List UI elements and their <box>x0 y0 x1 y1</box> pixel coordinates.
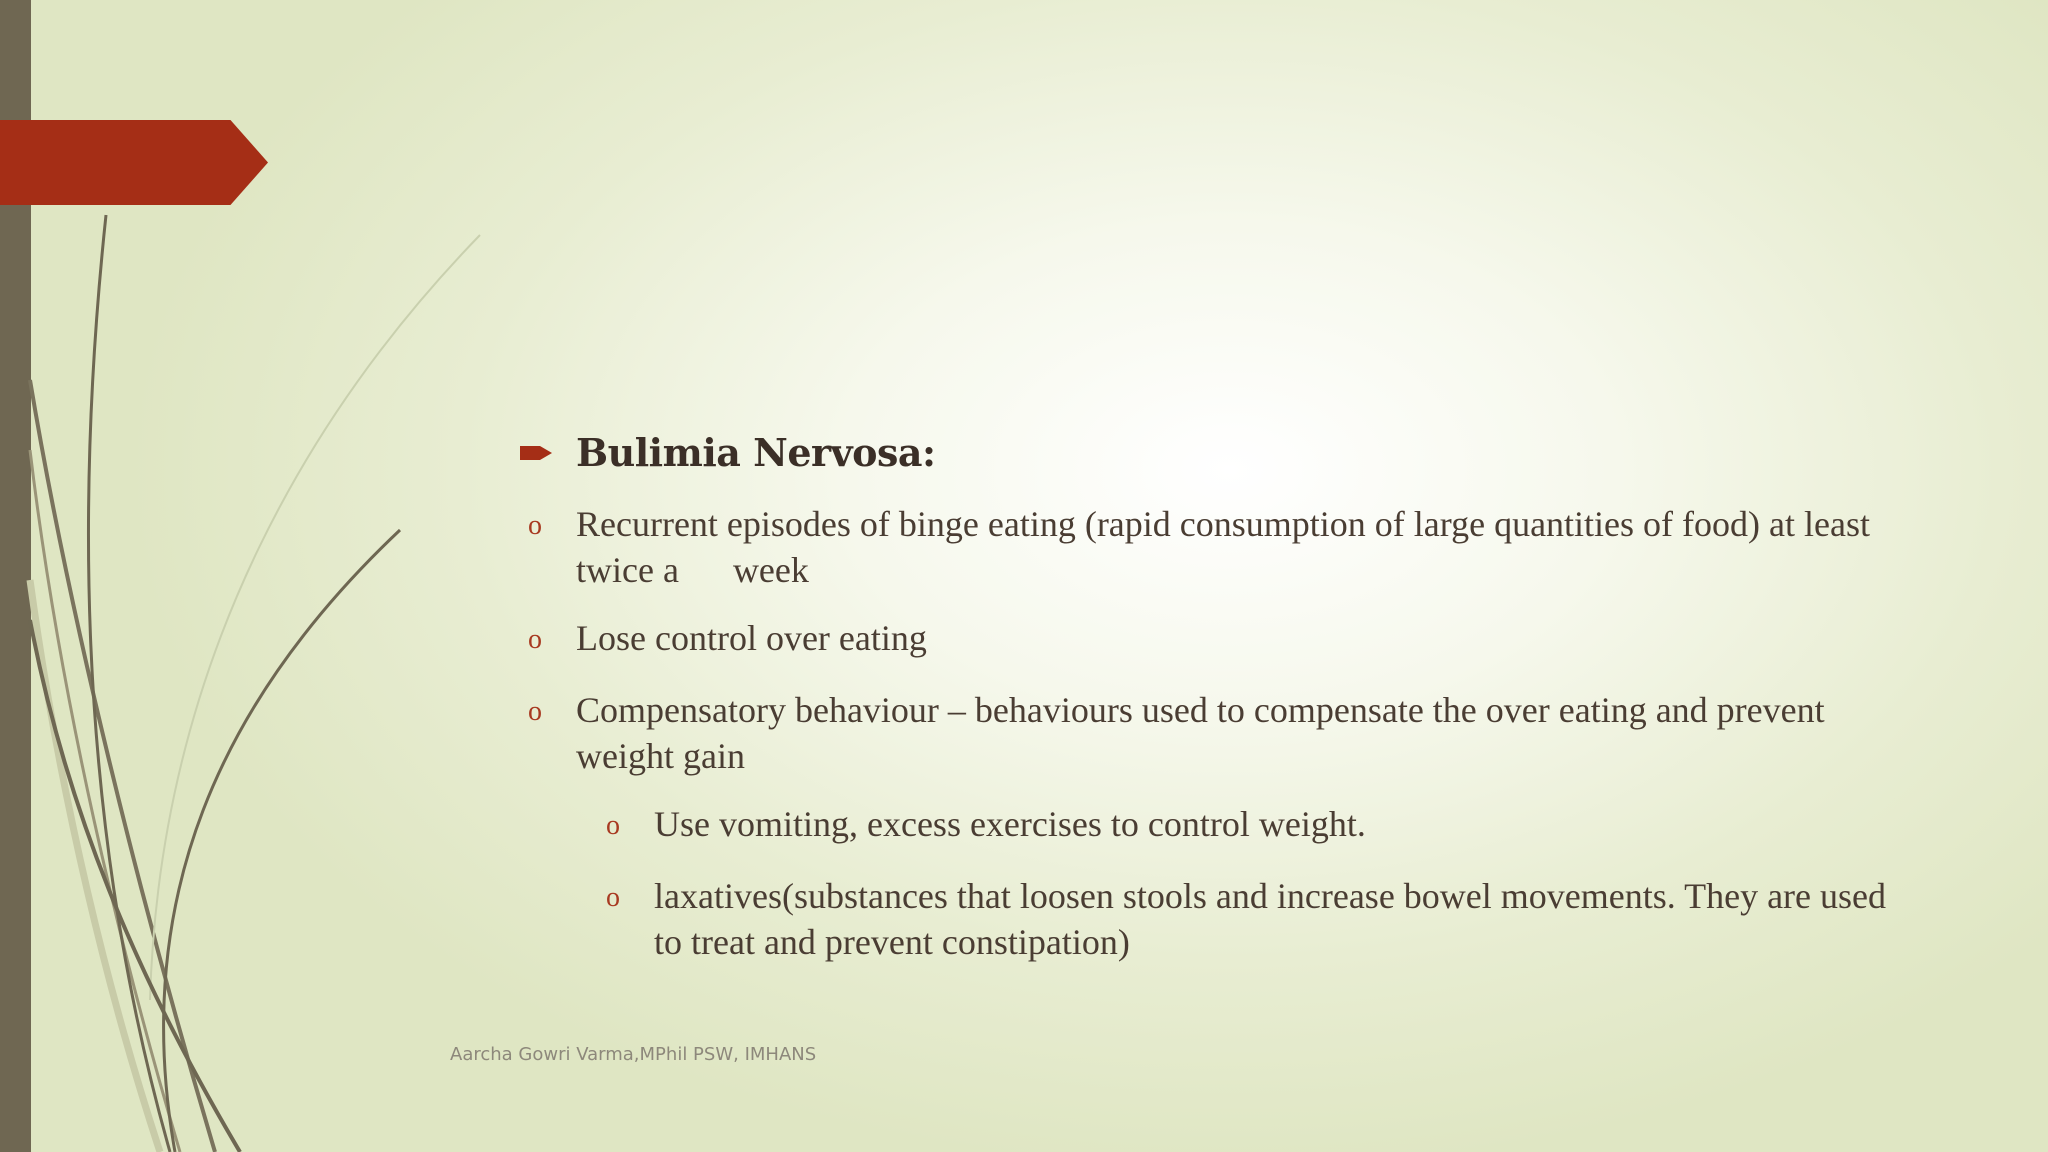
circle-bullet-icon: o <box>528 510 542 541</box>
arrow-bullet-icon <box>520 443 554 463</box>
slide-heading: Bulimia Nervosa: <box>576 430 936 475</box>
title-flag-shape <box>0 120 268 205</box>
circle-bullet-icon: o <box>528 696 542 727</box>
list-item <box>528 615 1920 665</box>
list-item <box>528 687 1920 779</box>
circle-bullet-icon: o <box>528 624 542 655</box>
sub-list-item <box>606 873 1920 965</box>
list-item-text: Recurrent episodes of binge eating (rapid consumption of large quantities of food) at least twice a week <box>576 504 1879 590</box>
heading-row <box>520 430 1920 475</box>
slide-footer: Aarcha Gowri Varma,MPhil PSW, IMHANS <box>450 1044 817 1065</box>
circle-bullet-icon: o <box>606 810 620 841</box>
sub-list-item-text: Use vomiting, excess exercises to control weight. <box>654 804 1366 844</box>
slide-content <box>520 430 1920 987</box>
circle-bullet-icon: o <box>606 882 620 913</box>
list-item-text: Compensatory behaviour – behaviours used to compensate the over eating and prevent weight gain <box>576 690 1825 776</box>
sub-list-item-text: laxatives(substances that loosen stools and increase bowel movements. They are used to treat and prevent constipation) <box>654 876 1886 962</box>
list-item <box>528 501 1920 593</box>
list-item-text: Lose control over eating <box>576 618 927 658</box>
sub-list-item <box>606 801 1920 851</box>
